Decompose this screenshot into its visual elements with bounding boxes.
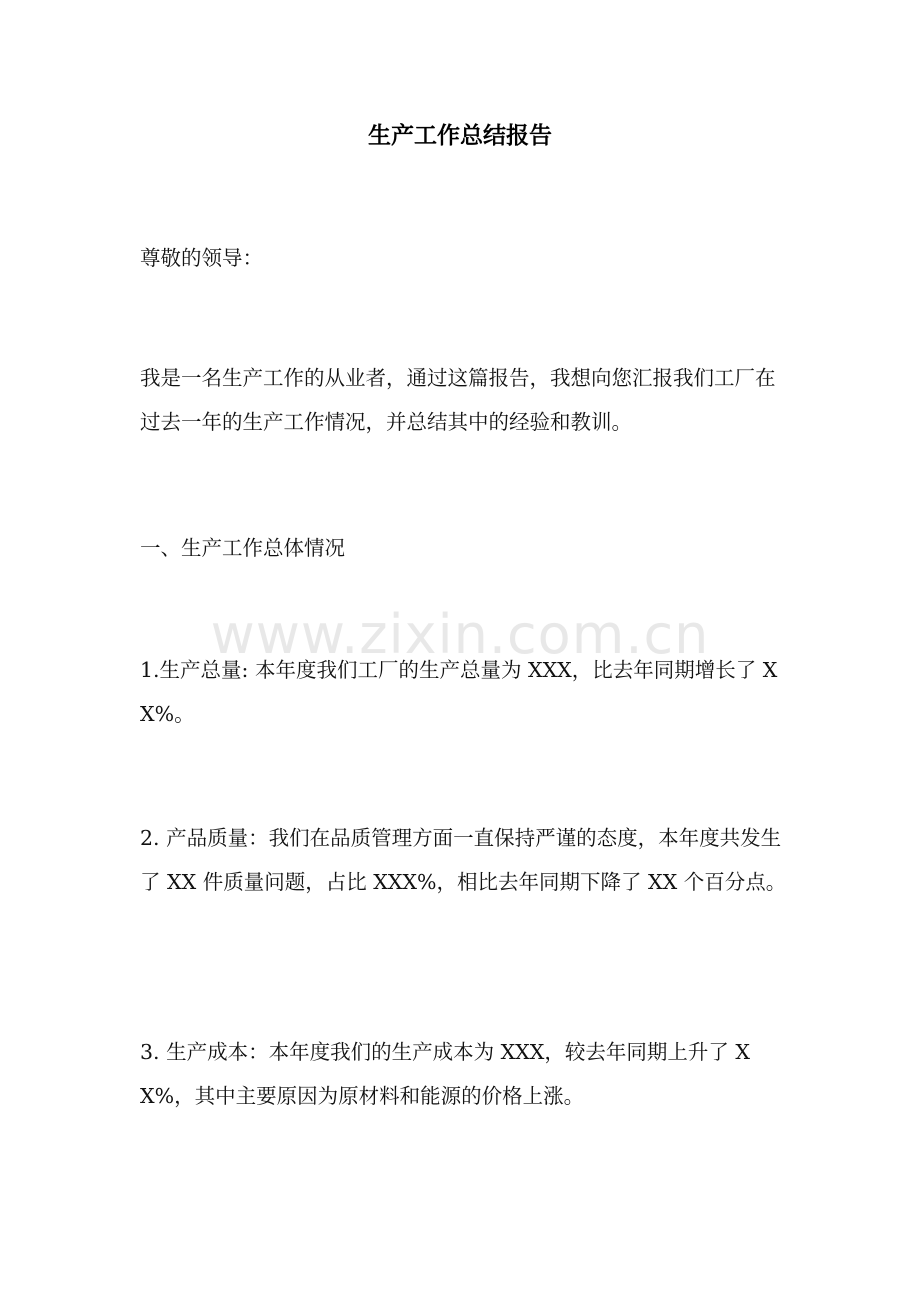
watermark: www.zixin.com.cn — [210, 603, 710, 666]
salutation: 尊敬的领导： — [140, 246, 263, 270]
section-heading: 一、生产工作总体情况 — [140, 536, 345, 560]
document-title: 生产工作总结报告 — [368, 123, 552, 149]
list-item-production-cost: 3. 生产成本：本年度我们的生产成本为 XXX，较去年同期上升了 XX%，其中主要原因为原材料和能源的价格上涨。 — [140, 1040, 750, 1108]
list-item-production-total: 1.生产总量: 本年度我们工厂的生产总量为 XXX，比去年同期增长了 XX%。 — [140, 658, 778, 726]
intro-paragraph: 我是一名生产工作的从业者，通过这篇报告，我想向您汇报我们工厂在过去一年的生产工作情况，并总结其中的经验和教训。 — [140, 366, 776, 434]
list-item-product-quality: 2. 产品质量：我们在品质管理方面一直保持严谨的态度，本年度共发生了 XX 件质量问题，占比 XXX%，相比去年同期下降了 XX 个百分点。 — [140, 826, 787, 894]
